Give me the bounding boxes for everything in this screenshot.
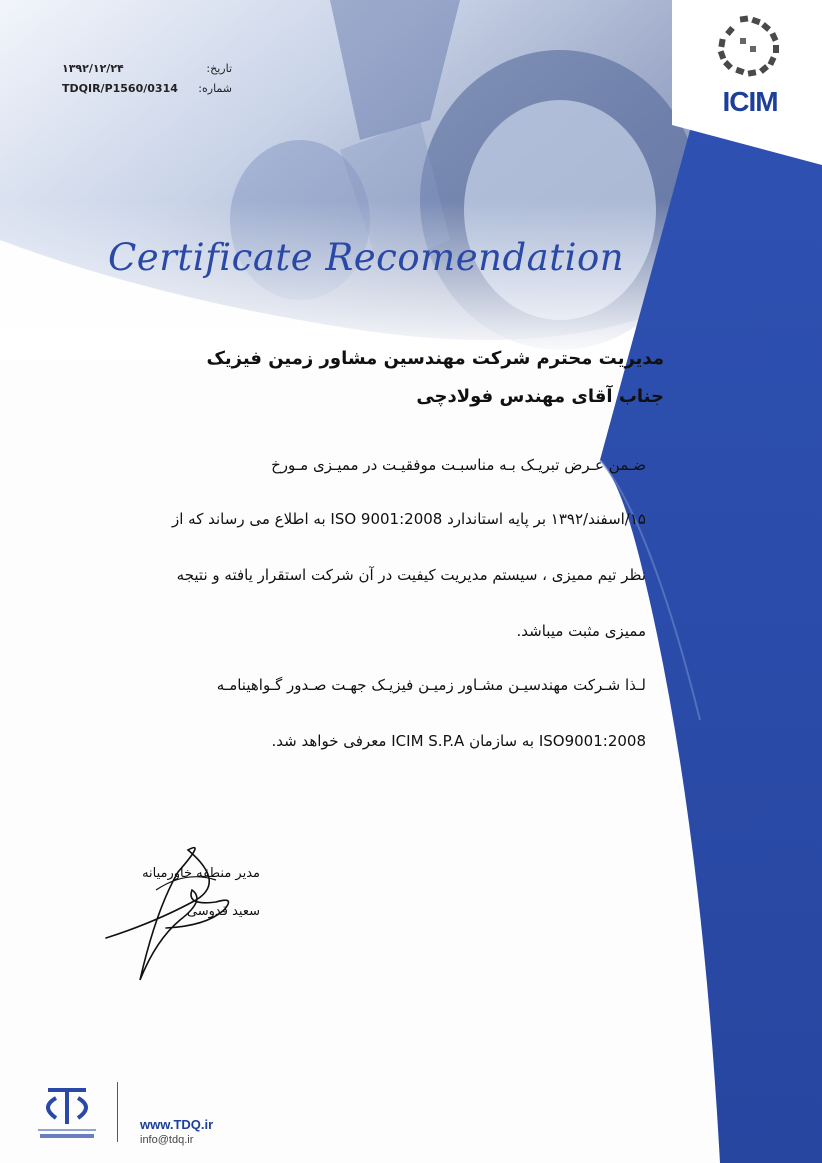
addressee-line-2: جناب آقای مهندس فولادچی <box>416 386 664 407</box>
body-line-4: ممیزی مثبت میباشد. <box>516 622 646 640</box>
tdq-logo-icon <box>32 1080 102 1142</box>
body-line-5: لـذا شـرکت مهندسیـن مشـاور زمیـن فیزیـک جهـت صـدور گـواهینامـه <box>216 676 646 694</box>
icim-logo-text: ICIM <box>722 86 778 117</box>
signatory-name: سعید قدوسی <box>186 904 260 919</box>
body-line-3: نظر تیم ممیزی ، سیستم مدیریت کیفیت در آن شرکت استقرار یافته و نتیجه <box>176 566 646 584</box>
certificate-title: Certificate Recomendation <box>108 236 625 279</box>
date-value: ۱۳۹۲/۱۲/۲۴ <box>62 61 124 75</box>
signatory-title: مدیر منطقه خاورمیانه <box>142 866 260 881</box>
reference-block <box>62 58 232 98</box>
date-row <box>62 58 232 78</box>
body-line-1: ضـمن عـرض تبریـک بـه مناسبـت موفقیـت در ممیـزی مـورخ <box>271 456 646 474</box>
footer-divider <box>117 1082 118 1142</box>
body-line-2: ۱۵/اسفند/۱۳۹۲ بر پایه استاندارد ISO 9001:2008 به اطلاع می رساند که از <box>172 510 646 528</box>
number-row <box>62 78 232 98</box>
addressee-line-1: مدیریت محترم شرکت مهندسین مشاور زمین فیزیک <box>206 348 664 369</box>
date-label: تاریخ: <box>206 61 232 75</box>
number-value: TDQIR/P1560/0314 <box>62 81 178 95</box>
handwritten-signature-icon <box>96 830 276 990</box>
body-line-6: ISO9001:2008 به سازمان ICIM S.P.A معرفی خواهد شد. <box>271 732 646 750</box>
footer-email[interactable]: info@tdq.ir <box>140 1134 194 1146</box>
number-label: شماره: <box>198 81 232 95</box>
footer-website[interactable]: www.TDQ.ir <box>140 1117 214 1132</box>
